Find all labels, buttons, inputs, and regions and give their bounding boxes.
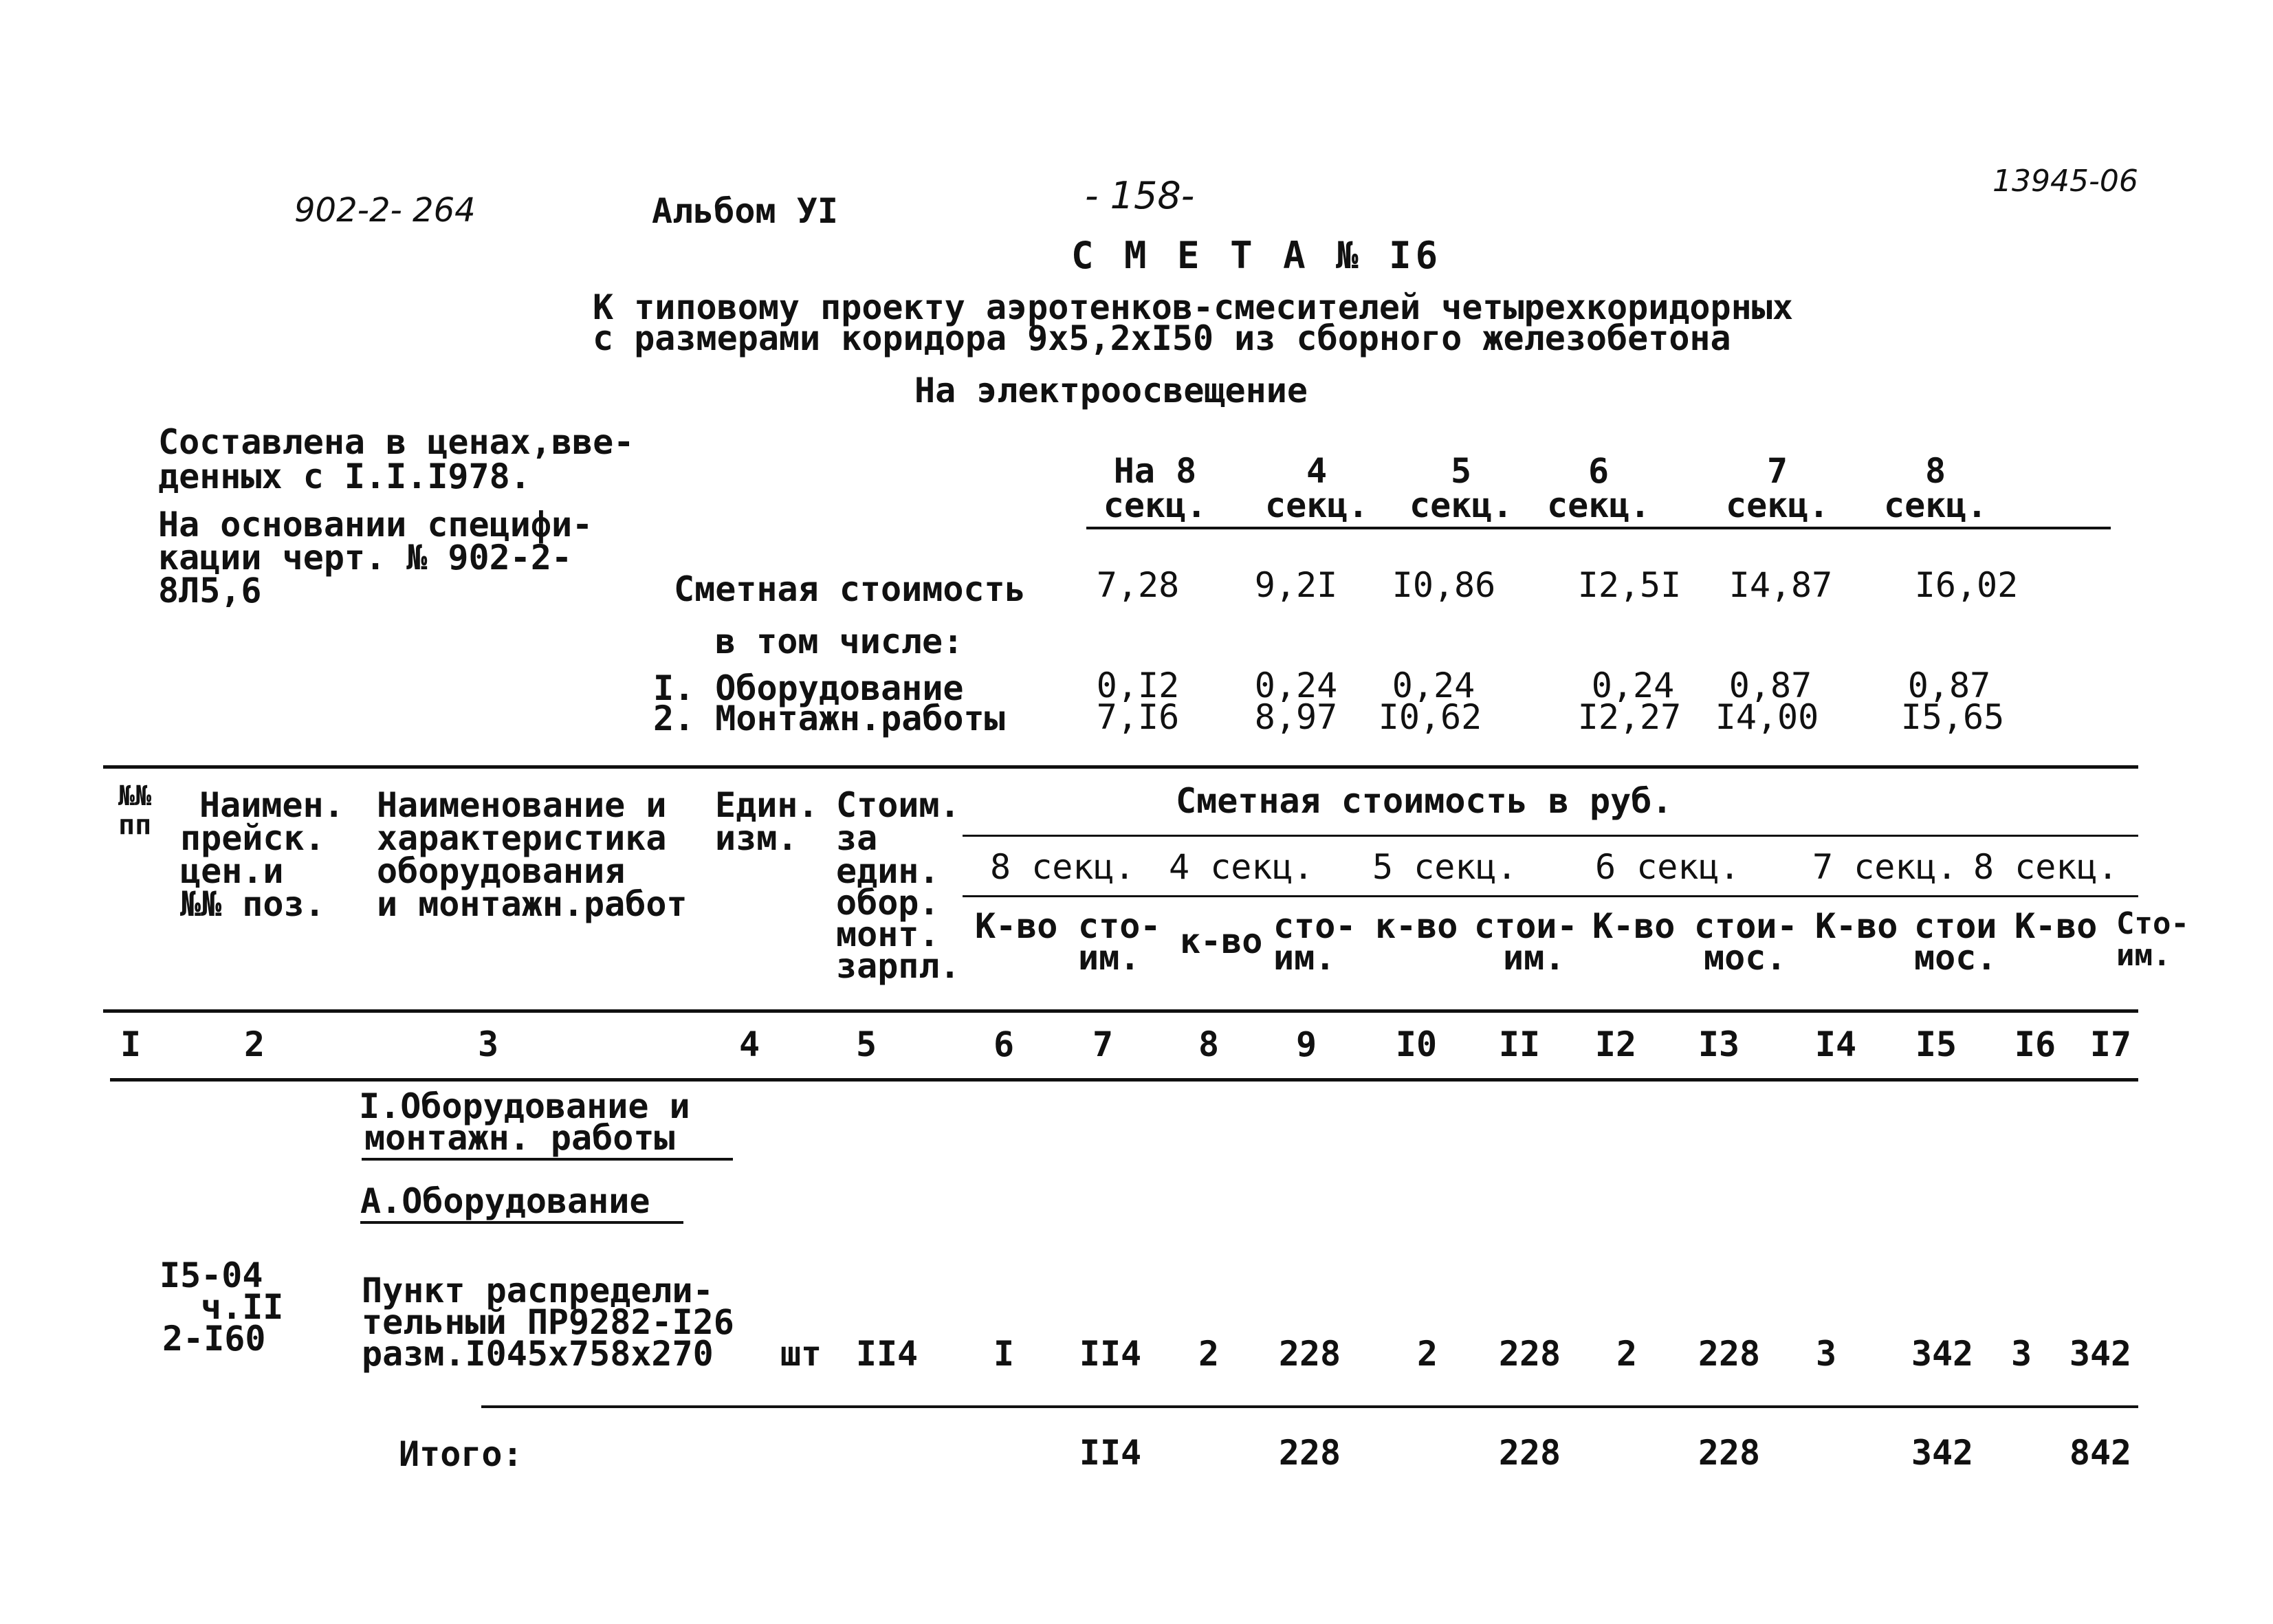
header-cost: им. (2116, 938, 2171, 973)
row-value: 228 (1498, 1334, 1561, 1374)
header-cost: Сто- (2116, 906, 2189, 941)
summary-col-head: 6 (1588, 451, 1610, 491)
header-unit-cost: обор. (836, 883, 940, 923)
row-item-name: тельный ПР9282-I26 (362, 1302, 734, 1342)
total-cost-value: 7,28 (1096, 565, 1180, 605)
header-cost: им. (1503, 938, 1566, 978)
column-number: I6 (2014, 1024, 2056, 1064)
title-line-2: с размерами коридора 9х5,2хI50 из сборного железобетона (593, 318, 1731, 358)
row-item-name: разм.I045х758х270 (362, 1334, 714, 1374)
row-value: 2 (1198, 1334, 1220, 1374)
header-section: 8 секц. (1973, 847, 2118, 887)
totals-label: Итого: (399, 1434, 523, 1474)
header-cost: стои (1914, 906, 1997, 946)
row-value: 2 (1616, 1334, 1638, 1374)
summary-col-head: секц. (1884, 485, 1988, 525)
row-value: 2 (1416, 1334, 1438, 1374)
total-value: 228 (1498, 1433, 1561, 1473)
summary-col-head: секц. (1409, 485, 1513, 525)
row-item-name: Пункт распредели- (362, 1271, 714, 1310)
total-cost-value: I6,02 (1914, 565, 2019, 605)
header-price-ref: №№ поз. (180, 884, 325, 924)
column-number: I0 (1395, 1024, 1438, 1064)
column-number: 4 (738, 1024, 760, 1064)
row-value: 228 (1278, 1334, 1341, 1374)
installation-value: I2,27 (1577, 697, 1682, 737)
summary-col-head: 8 (1924, 451, 1946, 491)
installation-label: 2. Монтажн.работы (653, 699, 1005, 738)
equipment-value: 0,87 (1907, 666, 1991, 705)
prices-note-line-2: денных с I.I.I978. (158, 457, 531, 496)
basis-note-line-3: 8Л5,6 (158, 571, 262, 611)
header-cost: мос. (1704, 938, 1787, 978)
row-value: 3 (2010, 1334, 2032, 1374)
header-cost: сто- (1078, 906, 1161, 946)
total-cost-value: I4,87 (1728, 565, 1833, 605)
header-item-name: оборудования (377, 851, 626, 891)
header-item-name: и монтажн.работ (377, 884, 688, 924)
header-unit-cost: Стоим. (836, 785, 960, 825)
header-cost: им. (1273, 938, 1336, 978)
subsection-heading-underline (360, 1221, 683, 1224)
row-unit-cost: II4 (855, 1334, 919, 1374)
column-number: I3 (1698, 1024, 1740, 1064)
summary-col-head: 7 (1766, 451, 1788, 491)
header-price-ref: Наимен. (199, 785, 344, 825)
column-number: I5 (1915, 1024, 1957, 1064)
row-price-ref: I5-04 (160, 1255, 263, 1295)
summary-divider (1086, 527, 2111, 529)
total-cost-value: 9,2I (1254, 565, 1338, 605)
header-section: 4 секц. (1169, 847, 1314, 887)
column-number: I (120, 1024, 142, 1064)
header-price-ref: прейск. (180, 818, 325, 858)
section-group-rule (963, 835, 2138, 837)
installation-value: 8,97 (1254, 697, 1338, 737)
equipment-value: 0,87 (1728, 666, 1812, 705)
total-value: II4 (1079, 1433, 1142, 1473)
column-number: 7 (1092, 1024, 1114, 1064)
header-quantity: К-во (1592, 906, 1676, 946)
equipment-value: 0,24 (1591, 666, 1675, 705)
column-number: I4 (1814, 1024, 1857, 1064)
estimate-title: С М Е Т А № I6 (1071, 234, 1442, 277)
header-section: 7 секц. (1812, 847, 1957, 887)
section-sub-rule (963, 895, 2138, 897)
column-number: I2 (1594, 1024, 1637, 1064)
header-bottom-rule (103, 1009, 2138, 1013)
column-number: 5 (855, 1024, 877, 1064)
header-cost: сто- (1273, 906, 1357, 946)
equipment-value: 0,I2 (1096, 666, 1180, 705)
row-value: II4 (1079, 1334, 1142, 1374)
header-quantity: к-во (1180, 921, 1263, 961)
column-number-rule (110, 1078, 2138, 1082)
header-unit-cost: зарпл. (836, 946, 960, 986)
header-group-title: Сметная стоимость в руб. (1176, 781, 1673, 821)
album-label: Альбом УI (652, 191, 838, 231)
header-item-name: характеристика (377, 818, 667, 858)
header-quantity: К-во (2014, 906, 2098, 946)
header-section: 5 секц. (1372, 847, 1517, 887)
installation-value: 7,I6 (1096, 697, 1180, 737)
column-number: II (1498, 1024, 1541, 1064)
including-label: в том числе: (715, 622, 964, 661)
header-section: 8 секц. (990, 847, 1135, 887)
header-price-ref: цен.и (180, 851, 284, 891)
summary-col-head: 4 (1306, 451, 1328, 491)
column-number: 3 (477, 1024, 499, 1064)
total-cost-value: I2,5I (1577, 565, 1682, 605)
summary-col-head: 5 (1450, 451, 1472, 491)
header-row-number: №№ (118, 780, 152, 812)
archive-number: 13945-06 (1992, 164, 2138, 199)
row-value: 3 (1815, 1334, 1837, 1374)
equipment-value: 0,24 (1254, 666, 1338, 705)
subsection-heading: А.Оборудование (360, 1181, 650, 1221)
column-number: 8 (1198, 1024, 1220, 1064)
header-item-name: Наименование и (377, 785, 667, 825)
header-section: 6 секц. (1595, 847, 1740, 887)
total-value: 842 (2069, 1433, 2132, 1473)
row-bottom-rule (481, 1405, 2138, 1408)
header-cost: стои- (1694, 906, 1798, 946)
column-number: 6 (993, 1024, 1015, 1064)
title-line-1: К типовому проекту аэротенков-смесителей четырехкоридорных (593, 287, 1793, 327)
summary-col-head: секц. (1547, 485, 1651, 525)
row-value: 342 (2069, 1334, 2132, 1374)
row-value: 342 (1911, 1334, 1974, 1374)
section-heading-underline (362, 1158, 733, 1161)
column-number: I7 (2089, 1024, 2132, 1064)
installation-value: I5,65 (1900, 697, 2005, 737)
total-value: 228 (1698, 1433, 1761, 1473)
prices-note-line-1: Составлена в ценах,вве- (158, 422, 635, 462)
summary-col-head: На 8 (1113, 451, 1197, 491)
installation-value: I0,62 (1378, 697, 1482, 737)
header-quantity: К-во (1815, 906, 1898, 946)
header-cost: им. (1078, 938, 1141, 978)
row-unit: шт (780, 1334, 822, 1374)
column-number: 9 (1295, 1024, 1317, 1064)
section-heading: I.Оборудование и (359, 1086, 690, 1126)
header-unit-cost: един. (836, 851, 940, 891)
header-cost: стои- (1474, 906, 1578, 946)
row-value: I (993, 1334, 1015, 1374)
summary-col-head: секц. (1726, 485, 1830, 525)
row-price-ref: ч.II (201, 1287, 284, 1327)
row-price-ref: 2-I60 (162, 1319, 266, 1359)
total-cost-value: I0,86 (1392, 565, 1496, 605)
header-unit: Един. (715, 785, 819, 825)
doc-code: 902-2- 264 (294, 191, 476, 230)
summary-col-head: секц. (1103, 485, 1207, 525)
total-value: 342 (1911, 1433, 1974, 1473)
equipment-value: 0,24 (1392, 666, 1475, 705)
summary-col-head: секц. (1265, 485, 1369, 525)
table-top-rule (103, 765, 2138, 769)
estimate-subject: На электроосвещение (914, 371, 1308, 410)
header-unit-cost: за (836, 818, 878, 858)
header-quantity: К-во (975, 906, 1058, 946)
column-number: 2 (243, 1024, 265, 1064)
installation-value: I4,00 (1715, 697, 1819, 737)
page-number: - 158- (1085, 174, 1195, 217)
basis-note-line-2: кации черт. № 902-2- (158, 538, 573, 578)
header-cost: мос. (1914, 938, 1997, 978)
basis-note-line-1: На основании специфи- (158, 505, 593, 545)
total-value: 228 (1278, 1433, 1341, 1473)
equipment-label: I. Оборудование (653, 668, 964, 708)
section-heading: монтажн. работы (364, 1118, 675, 1158)
header-unit: изм. (715, 818, 798, 858)
total-cost-label: Сметная стоимость (674, 569, 1026, 609)
header-unit-cost: монт. (836, 914, 940, 954)
row-value: 228 (1698, 1334, 1761, 1374)
header-quantity: к-во (1375, 906, 1458, 946)
header-row-number: пп (118, 809, 152, 841)
